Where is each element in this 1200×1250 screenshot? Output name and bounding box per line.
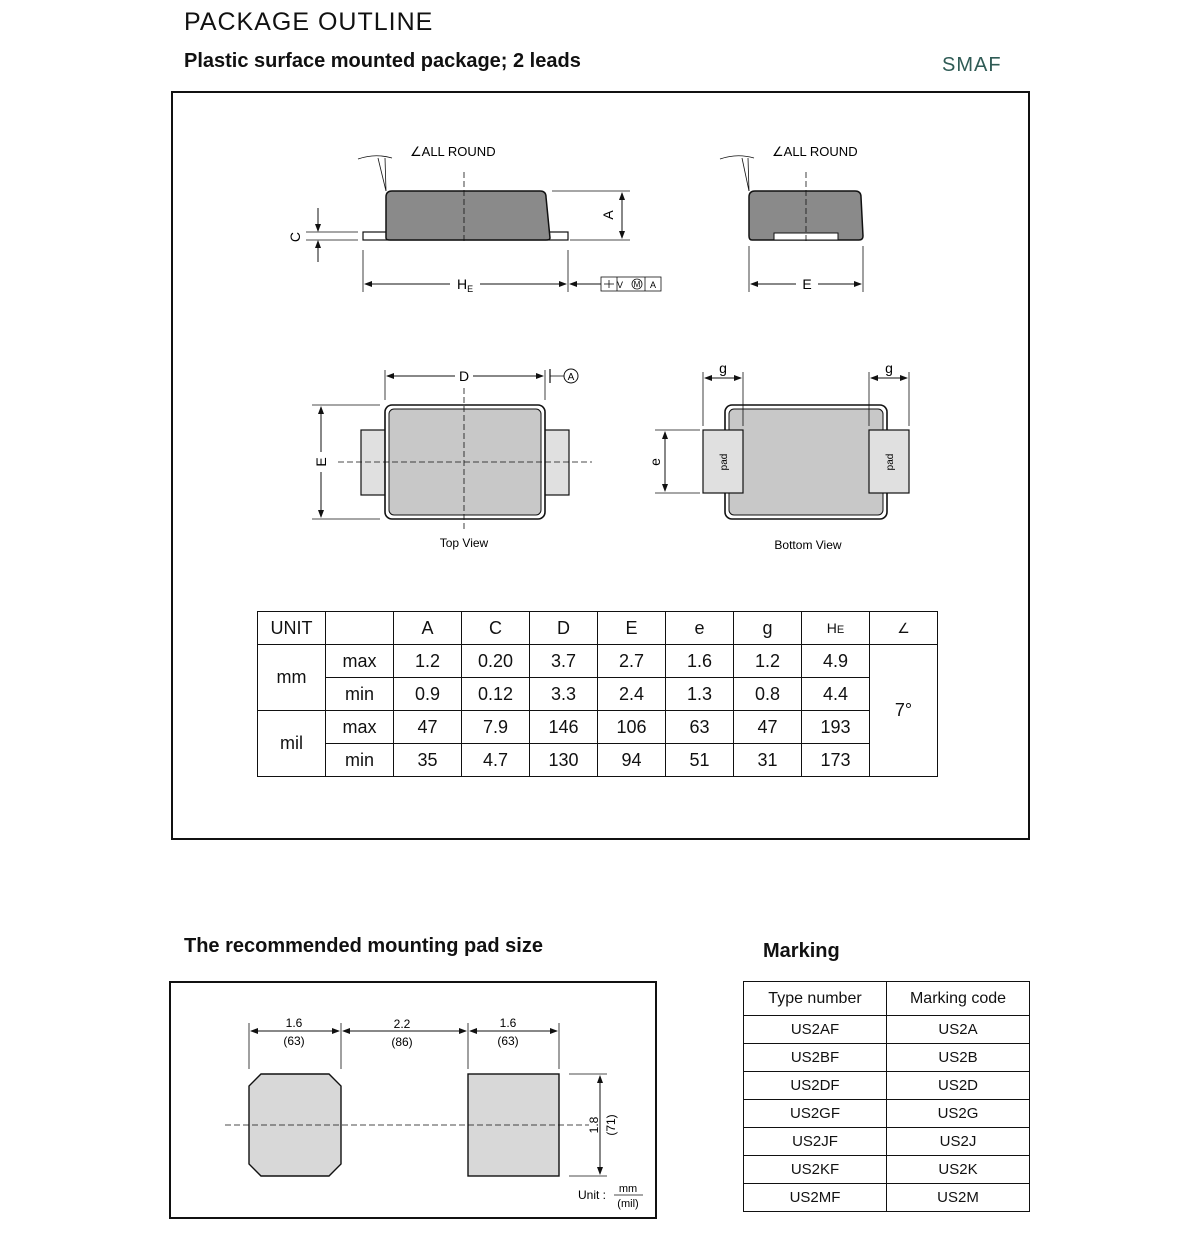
table-row — [744, 1016, 1030, 1044]
col-header-angle: ∠ — [870, 612, 938, 645]
table-cell: 173 — [802, 744, 870, 777]
col-header: E — [598, 612, 666, 645]
table-row — [258, 744, 938, 777]
marking-code-cell: US2A — [887, 1016, 1030, 1044]
table-cell: 2.7 — [598, 645, 666, 678]
marking-code-cell: US2B — [887, 1044, 1030, 1072]
table-row — [744, 1184, 1030, 1212]
marking-code-cell: US2D — [887, 1072, 1030, 1100]
pad-width-left-mil: (63) — [283, 1034, 305, 1048]
col-header: g — [734, 612, 802, 645]
table-cell: 0.8 — [734, 678, 802, 711]
unit-header: UNIT — [258, 612, 326, 645]
row-label: min — [326, 744, 394, 777]
pad-height: 1.8 — [587, 1116, 601, 1134]
bottom-view-caption: Bottom View — [774, 538, 842, 552]
unit-mil: (mil) — [617, 1198, 639, 1210]
col-header-he: HE — [802, 612, 870, 645]
table-cell: 4.7 — [462, 744, 530, 777]
top-view-caption: Top View — [439, 536, 489, 550]
table-row — [744, 1072, 1030, 1100]
table-cell: 2.4 — [598, 678, 666, 711]
table-cell: 0.9 — [394, 678, 462, 711]
table-cell: 193 — [802, 711, 870, 744]
page-title: PACKAGE OUTLINE — [184, 8, 434, 36]
table-cell: 3.3 — [530, 678, 598, 711]
table-cell: 1.6 — [666, 645, 734, 678]
table-cell: 94 — [598, 744, 666, 777]
table-cell: 146 — [530, 711, 598, 744]
mounting-heading: The recommended mounting pad size — [184, 935, 543, 957]
dim-e-side-label: E — [802, 276, 812, 292]
pad-width-left: 1.6 — [285, 1016, 303, 1030]
pad-gap-mil: (86) — [391, 1035, 413, 1049]
bottom-view — [655, 372, 909, 519]
table-cell: 106 — [598, 711, 666, 744]
unit-label: Unit : — [578, 1188, 607, 1202]
angle-cell: 7° — [870, 645, 938, 777]
type-number-cell: US2JF — [744, 1128, 887, 1156]
type-number-cell: US2MF — [744, 1184, 887, 1212]
table-row — [258, 678, 938, 711]
pad-width-right: 1.6 — [499, 1016, 517, 1030]
type-number-cell: US2KF — [744, 1156, 887, 1184]
table-cell: 7.9 — [462, 711, 530, 744]
pad-gap: 2.2 — [393, 1017, 411, 1031]
dim-g-left-label: g — [719, 360, 727, 376]
pad-height-mil: (71) — [604, 1114, 618, 1136]
row-label: max — [326, 645, 394, 678]
table-cell: 4.9 — [802, 645, 870, 678]
row-label: min — [326, 678, 394, 711]
table-row — [744, 1100, 1030, 1128]
marking-code-cell: US2G — [887, 1100, 1030, 1128]
dim-d-label: D — [458, 368, 470, 384]
all-round-label-left: ∠ALL ROUND — [410, 144, 496, 159]
marking-code-header: Marking code — [887, 982, 1030, 1016]
table-row — [258, 711, 938, 744]
marking-heading: Marking — [763, 940, 840, 962]
dimension-table — [257, 611, 938, 777]
unit-cell: mm — [258, 645, 326, 711]
dim-a-label: A — [600, 210, 616, 220]
table-row — [744, 1044, 1030, 1072]
table-cell: 130 — [530, 744, 598, 777]
pad-label-right: pad — [885, 453, 896, 471]
table-cell: 3.7 — [530, 645, 598, 678]
all-round-label-right: ∠ALL ROUND — [772, 144, 858, 159]
table-cell: 31 — [734, 744, 802, 777]
col-header: C — [462, 612, 530, 645]
table-cell: 51 — [666, 744, 734, 777]
col-header: e — [666, 612, 734, 645]
marking-table — [743, 981, 1030, 1212]
type-number-cell: US2DF — [744, 1072, 887, 1100]
table-row — [744, 1156, 1030, 1184]
row-label: max — [326, 711, 394, 744]
page-subtitle: Plastic surface mounted package; 2 leads — [184, 50, 581, 72]
unit-mm: mm — [618, 1183, 638, 1195]
table-header-row — [258, 612, 938, 645]
package-code: SMAF — [942, 54, 1002, 76]
tolerance-v: V — [616, 280, 624, 290]
type-number-cell: US2GF — [744, 1100, 887, 1128]
col-header: A — [394, 612, 462, 645]
dim-c-label: C — [287, 231, 303, 243]
table-cell: 0.20 — [462, 645, 530, 678]
top-view — [312, 369, 592, 530]
table-cell: 35 — [394, 744, 462, 777]
marking-code-cell: US2K — [887, 1156, 1030, 1184]
table-cell: 1.3 — [666, 678, 734, 711]
type-number-header: Type number — [744, 982, 887, 1016]
table-cell: 63 — [666, 711, 734, 744]
table-row — [744, 1128, 1030, 1156]
table-cell: 1.2 — [394, 645, 462, 678]
table-cell: 1.2 — [734, 645, 802, 678]
marking-code-cell: US2M — [887, 1184, 1030, 1212]
table-cell: 47 — [394, 711, 462, 744]
dim-g-right-label: g — [885, 360, 893, 376]
side-view-right — [720, 156, 863, 292]
type-number-cell: US2BF — [744, 1044, 887, 1072]
pad-label-left: pad — [719, 453, 730, 471]
pad-width-right-mil: (63) — [497, 1034, 519, 1048]
table-cell: 4.4 — [802, 678, 870, 711]
unit-cell: mil — [258, 711, 326, 777]
table-cell: 47 — [734, 711, 802, 744]
col-header: D — [530, 612, 598, 645]
datum-a-label: A — [567, 372, 575, 383]
table-row — [258, 645, 938, 678]
dim-he-label: $H_E$ — [457, 276, 474, 294]
marking-header-row — [744, 982, 1030, 1016]
package-drawings — [0, 0, 1200, 620]
marking-code-cell: US2J — [887, 1128, 1030, 1156]
tolerance-m: M — [633, 280, 641, 289]
side-view-left — [306, 156, 661, 292]
tolerance-a: A — [649, 280, 657, 290]
type-number-cell: US2AF — [744, 1016, 887, 1044]
mounting-pad-drawing — [169, 981, 657, 1219]
dim-e-top-label: E — [313, 457, 329, 467]
dim-e-small-label: e — [647, 458, 663, 466]
table-cell: 0.12 — [462, 678, 530, 711]
